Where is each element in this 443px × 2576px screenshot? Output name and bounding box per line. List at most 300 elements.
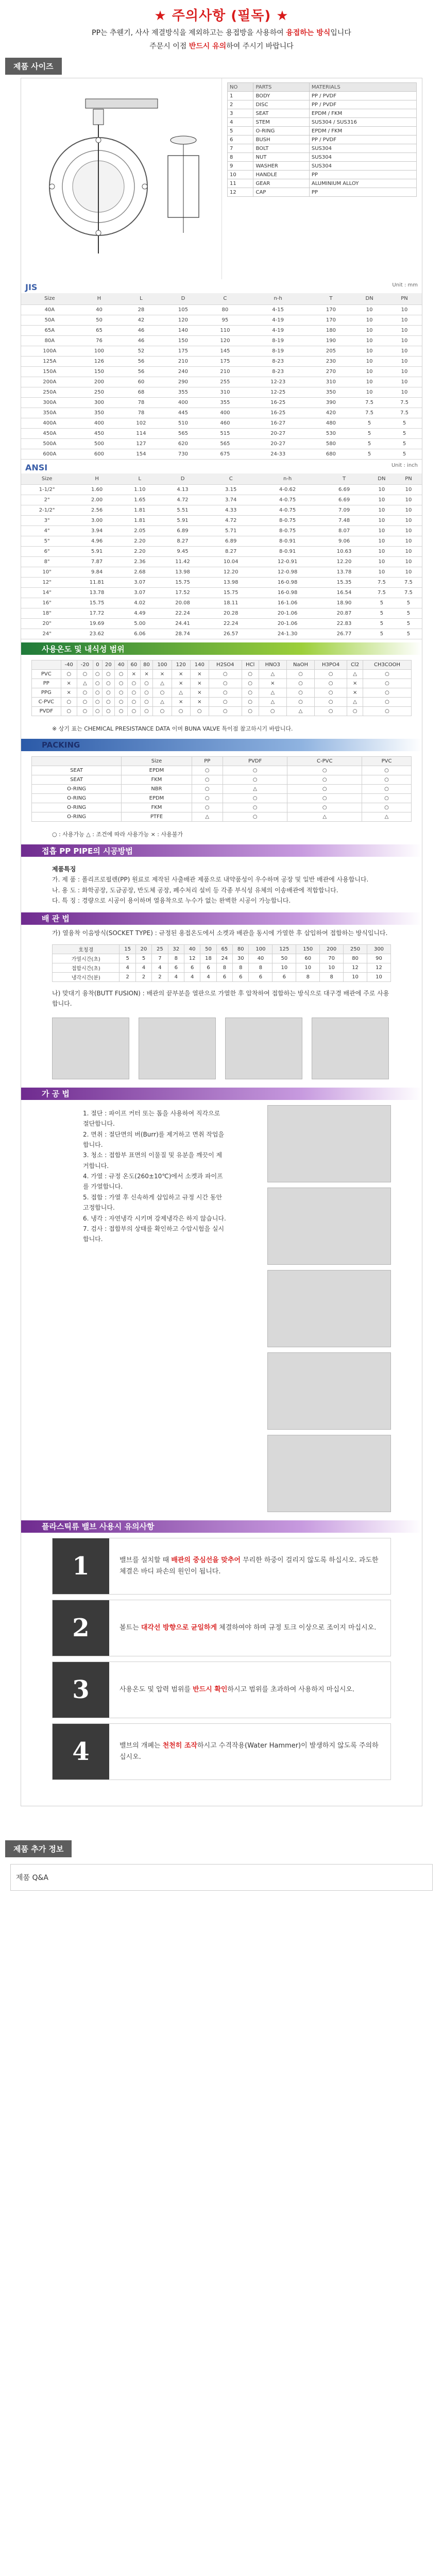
packing-cell: O-RING	[32, 794, 122, 803]
ansi-cell: 6.06	[121, 629, 159, 639]
jis-cell: 105	[162, 304, 204, 315]
notice-line-1: PP는 추웬기, 사사 제결방식을 제외하고는 용접방을 사용하여 융접하는 방식입니다	[92, 29, 351, 37]
ansi-cell: 7.48	[320, 516, 368, 526]
table-row	[21, 557, 422, 567]
jis-cell: 154	[120, 449, 162, 459]
chem-cell: ○	[314, 679, 347, 688]
packing-header: Size	[122, 757, 192, 766]
chem-cell: ×	[127, 670, 140, 679]
method-photo	[267, 1435, 391, 1512]
ansi-cell: 4.33	[207, 505, 255, 516]
chem-cell: ○	[209, 707, 242, 716]
table-row	[21, 578, 422, 588]
ansi-cell: 14"	[21, 588, 73, 598]
ansi-cell: 10	[368, 567, 395, 578]
jis-cell: 10	[387, 377, 422, 387]
jis-cell: 400	[78, 418, 120, 428]
packing-cell: ○	[362, 803, 412, 812]
welding-cell: 8	[233, 963, 249, 972]
chem-cell: ○	[287, 670, 315, 679]
jis-header: T	[310, 293, 352, 304]
packing-cell: △	[287, 812, 362, 822]
table-row	[21, 366, 422, 377]
parts-cell: BOLT	[253, 144, 309, 153]
ansi-cell: 7.5	[395, 578, 422, 588]
ansi-header: n-h	[255, 473, 320, 485]
ansi-cell: 16-1.06	[255, 598, 320, 608]
jis-cell: 350	[310, 387, 352, 397]
method-step: 1. 절단 : 파이프 커터 또는 톱을 사용하여 직각으로 절단합니다.	[83, 1109, 220, 1128]
jis-cell: 120	[162, 315, 204, 325]
chemical-section-bar: 사용온도 및 내식성 범위	[21, 642, 422, 655]
jis-cell: 150A	[21, 366, 78, 377]
packing-table	[31, 756, 412, 822]
table-row	[53, 963, 391, 972]
jis-cell: 10	[352, 304, 387, 315]
parts-cell: STEM	[253, 118, 309, 127]
jis-cell: 102	[120, 418, 162, 428]
welding-cell: 12	[367, 963, 391, 972]
table-row	[21, 335, 422, 346]
table-row	[228, 171, 417, 179]
welding-header: 200	[320, 944, 344, 954]
ansi-cell: 6.89	[159, 526, 207, 536]
ansi-cell: 13.78	[73, 588, 121, 598]
jis-cell: 450	[78, 428, 120, 438]
chem-header: HCl	[242, 660, 259, 670]
ansi-cell: 5	[395, 608, 422, 619]
jis-cell: 125A	[21, 356, 78, 366]
parts-cell: 10	[228, 171, 253, 179]
table-row	[21, 377, 422, 387]
table-row	[32, 698, 412, 707]
ansi-cell: 8-0.75	[255, 516, 320, 526]
welding-cell: 40	[249, 954, 272, 963]
ansi-cell: 20.87	[320, 608, 368, 619]
ansi-cell: 6.69	[320, 485, 368, 495]
chem-header: HNO3	[259, 660, 286, 670]
welding-cell: 90	[367, 954, 391, 963]
jis-cell: 50	[78, 315, 120, 325]
ansi-cell: 3.07	[121, 578, 159, 588]
table-row	[228, 109, 417, 118]
jis-cell: 10	[387, 325, 422, 335]
ansi-cell: 2.00	[73, 495, 121, 505]
jis-cell: 200A	[21, 377, 78, 387]
packing-cell: ○	[223, 803, 287, 812]
table-row	[32, 803, 412, 812]
packing-cell: ○	[192, 803, 223, 812]
warning-number: 2	[53, 1600, 109, 1656]
chem-cell: ○	[61, 707, 77, 716]
parts-cell: HANDLE	[253, 171, 309, 179]
chem-cell: ○	[153, 688, 172, 698]
chem-header: 100	[153, 660, 172, 670]
jis-cell: 40A	[21, 304, 78, 315]
table-row	[21, 485, 422, 495]
method-photo	[267, 1188, 391, 1265]
ansi-cell: 8.27	[159, 536, 207, 547]
jis-cell: 4-15	[246, 304, 310, 315]
ansi-cell: 10	[395, 505, 422, 516]
ansi-cell: 4.02	[121, 598, 159, 608]
chem-cell: ○	[242, 707, 259, 716]
packing-cell: ○	[287, 794, 362, 803]
ansi-cell: 13.98	[207, 578, 255, 588]
jis-cell: 210	[162, 356, 204, 366]
ansi-cell: 5.71	[207, 526, 255, 536]
ansi-cell: 2.20	[121, 547, 159, 557]
chem-cell: ○	[115, 688, 128, 698]
chem-cell: ×	[347, 679, 363, 688]
ansi-cell: 10	[395, 516, 422, 526]
notice-title: ★ 주의사항 (필독) ★	[154, 8, 289, 24]
chem-cell: ○	[127, 679, 140, 688]
chem-header: 40	[115, 660, 128, 670]
welding-cell: 6	[233, 972, 249, 981]
ansi-cell: 20-1.06	[255, 608, 320, 619]
jis-cell: 300A	[21, 397, 78, 408]
jis-header: PN	[387, 293, 422, 304]
jis-cell: 5	[387, 418, 422, 428]
chem-cell: ○	[115, 698, 128, 707]
welding-cell: 6	[249, 972, 272, 981]
jis-cell: 78	[120, 408, 162, 418]
chem-cell: ×	[172, 679, 190, 688]
ansi-cell: 22.24	[207, 619, 255, 629]
packing-cell: ○	[192, 775, 223, 785]
warning-item	[52, 1600, 391, 1656]
ansi-cell: 16"	[21, 598, 73, 608]
butt-fusion-text: 나) 맞대기 융착(BUTT FUSION) : 배관의 끝부분을 열판으로 가열한 후 압착하여 접합하는 방식으로 대구경 배관에 주로 사용합니다.	[52, 989, 389, 1008]
packing-cell: O-RING	[32, 803, 122, 812]
parts-cell: GEAR	[253, 179, 309, 188]
jis-cell: 56	[120, 366, 162, 377]
jis-cell: 250	[78, 387, 120, 397]
welding-photos	[21, 1012, 422, 1084]
jis-header: Size	[21, 293, 78, 304]
chem-cell: ○	[140, 707, 153, 716]
jis-cell: 500	[78, 438, 120, 449]
ansi-cell: 4.49	[121, 608, 159, 619]
parts-cell: SEAT	[253, 109, 309, 118]
chem-header: 140	[190, 660, 209, 670]
jis-cell: 10	[352, 346, 387, 356]
welding-cell: 접합시간(초)	[53, 963, 120, 972]
ansi-cell: 10	[368, 536, 395, 547]
jis-cell: 24-33	[246, 449, 310, 459]
jis-cell: 515	[204, 428, 246, 438]
ansi-cell: 5.91	[159, 516, 207, 526]
ansi-header: C	[207, 473, 255, 485]
pp-intro-title: 제품특징	[52, 866, 76, 873]
jis-cell: 5	[387, 428, 422, 438]
ansi-cell: 9.06	[320, 536, 368, 547]
table-row	[21, 346, 422, 356]
jis-cell: 80A	[21, 335, 78, 346]
chem-cell: ×	[61, 679, 77, 688]
ansi-cell: 8"	[21, 557, 73, 567]
chem-cell: ○	[61, 670, 77, 679]
packing-cell: ○	[287, 775, 362, 785]
table-row	[21, 397, 422, 408]
jis-cell: 50A	[21, 315, 78, 325]
jis-cell: 175	[162, 346, 204, 356]
product-qa-link[interactable]: 제품 Q&A	[10, 1864, 433, 1891]
packing-cell: ○	[362, 766, 412, 775]
packing-cell: ○	[223, 775, 287, 785]
parts-cell: O-RING	[253, 127, 309, 135]
jis-cell: 110	[204, 325, 246, 335]
chem-cell: ○	[102, 679, 115, 688]
jis-cell: 65	[78, 325, 120, 335]
chem-cell: ○	[77, 698, 93, 707]
chem-cell: ×	[140, 670, 153, 679]
table-row	[228, 188, 417, 197]
ansi-cell: 16-0.98	[255, 578, 320, 588]
ansi-cell: 20"	[21, 619, 73, 629]
jis-cell: 80	[204, 304, 246, 315]
ansi-cell: 1-1/2"	[21, 485, 73, 495]
parts-cell: 8	[228, 153, 253, 162]
chem-cell: △	[153, 679, 172, 688]
ansi-cell: 17.72	[73, 608, 121, 619]
chem-cell: ○	[242, 679, 259, 688]
parts-cell: 9	[228, 162, 253, 171]
jis-cell: 675	[204, 449, 246, 459]
jis-cell: 240	[162, 366, 204, 377]
jis-cell: 60	[120, 377, 162, 387]
jis-cell: 170	[310, 304, 352, 315]
warning-item	[52, 1538, 391, 1595]
packing-cell: EPDM	[122, 766, 192, 775]
chem-cell: ○	[153, 707, 172, 716]
chem-cell: ○	[93, 698, 103, 707]
jis-cell: 350A	[21, 408, 78, 418]
ansi-cell: 5"	[21, 536, 73, 547]
jis-cell: 5	[387, 449, 422, 459]
parts-cell: 12	[228, 188, 253, 197]
table-row	[21, 567, 422, 578]
welding-table	[52, 944, 391, 982]
chem-header: H3PO4	[314, 660, 347, 670]
ansi-cell: 2.36	[121, 557, 159, 567]
ansi-header: PN	[395, 473, 422, 485]
ansi-cell: 2"	[21, 495, 73, 505]
parts-cell: BUSH	[253, 135, 309, 144]
ansi-cell: 4.96	[73, 536, 121, 547]
chem-cell: ○	[190, 707, 209, 716]
warning-text: 밸브의 개폐는 천천히 조작하시고 수격작용(Water Hammer)이 발생하지 않도록 주의하십시오.	[120, 1741, 379, 1761]
table-row	[228, 92, 417, 100]
chem-cell: ○	[314, 688, 347, 698]
ansi-cell: 10	[395, 557, 422, 567]
jis-cell: 565	[162, 428, 204, 438]
ansi-cell: 6.69	[320, 495, 368, 505]
ansi-cell: 5	[368, 598, 395, 608]
welding-header: 15	[120, 944, 135, 954]
warning-number: 3	[53, 1662, 109, 1718]
method-step: 5. 접합 : 가열 후 신속하게 삽입하고 규정 시간 동안 고정합니다.	[83, 1193, 223, 1212]
ansi-cell: 26.57	[207, 629, 255, 639]
parts-cell: EPDM / FKM	[309, 109, 416, 118]
jis-cell: 126	[78, 356, 120, 366]
packing-cell: SEAT	[32, 766, 122, 775]
ansi-cell: 10	[395, 526, 422, 536]
jis-cell: 12-25	[246, 387, 310, 397]
table-row	[21, 495, 422, 505]
chem-header: 120	[172, 660, 190, 670]
welding-cell: 8	[216, 963, 232, 972]
ansi-title: ANSI Unit : inch	[25, 462, 418, 472]
parts-cell: EPDM / FKM	[309, 127, 416, 135]
jis-cell: 140	[162, 325, 204, 335]
ansi-cell: 4.13	[159, 485, 207, 495]
chem-cell: ○	[242, 670, 259, 679]
jis-cell: 730	[162, 449, 204, 459]
ansi-cell: 4-0.75	[255, 505, 320, 516]
jis-cell: 114	[120, 428, 162, 438]
ansi-cell: 12-0.98	[255, 567, 320, 578]
table-row	[228, 127, 417, 135]
chem-cell: ×	[190, 698, 209, 707]
ansi-cell: 1.60	[73, 485, 121, 495]
jis-cell: 270	[310, 366, 352, 377]
jis-cell: 5	[387, 438, 422, 449]
packing-cell: △	[362, 812, 412, 822]
welding-cell: 10	[344, 972, 367, 981]
ansi-cell: 22.24	[159, 608, 207, 619]
jis-cell: 16-27	[246, 418, 310, 428]
parts-table-wrap	[222, 78, 422, 279]
chem-cell: ×	[190, 688, 209, 698]
jis-cell: 76	[78, 335, 120, 346]
jis-cell: 10	[352, 325, 387, 335]
welding-header: 80	[233, 944, 249, 954]
chem-header: -20	[77, 660, 93, 670]
ansi-cell: 15.75	[207, 588, 255, 598]
table-row	[32, 688, 412, 698]
jis-cell: 620	[162, 438, 204, 449]
parts-cell: SUS304	[309, 153, 416, 162]
table-row	[32, 812, 412, 822]
jis-cell: 510	[162, 418, 204, 428]
ansi-cell: 24.41	[159, 619, 207, 629]
jis-cell: 42	[120, 315, 162, 325]
pp-para-2: 나. 용 도 : 화학공장, 도금공장, 반도체 공장, 폐수처리 설비 등 각종 부식성 유체의 이송배관에 적합합니다.	[52, 886, 338, 894]
chem-cell: ○	[77, 707, 93, 716]
jis-cell: 8-19	[246, 346, 310, 356]
welding-header: 65	[216, 944, 232, 954]
ansi-cell: 8.07	[320, 526, 368, 536]
parts-cell: PP / PVDF	[309, 92, 416, 100]
ansi-cell: 10	[368, 557, 395, 567]
ansi-header: H	[73, 473, 121, 485]
chem-cell: ○	[93, 707, 103, 716]
welding-photo	[225, 1018, 302, 1079]
jis-cell: 290	[162, 377, 204, 387]
table-row	[228, 179, 417, 188]
chem-header: H2SO4	[209, 660, 242, 670]
ansi-cell: 19.69	[73, 619, 121, 629]
table-row	[228, 162, 417, 171]
ansi-cell: 16-0.98	[255, 588, 320, 598]
ansi-cell: 10.63	[320, 547, 368, 557]
welding-cell: 50	[272, 954, 296, 963]
jis-cell: 10	[387, 304, 422, 315]
chem-cell: ○	[140, 688, 153, 698]
ansi-cell: 7.5	[368, 578, 395, 588]
jis-cell: 10	[352, 366, 387, 377]
chem-cell: ○	[140, 698, 153, 707]
welding-header: 100	[249, 944, 272, 954]
welding-header: 32	[168, 944, 184, 954]
pp-pipe-section-bar: 접흡 PP PIPE의 시공방법	[21, 844, 422, 857]
warning-list	[21, 1538, 422, 1780]
jis-header: n-h	[246, 293, 310, 304]
parts-cell: 7	[228, 144, 253, 153]
jis-cell: 100A	[21, 346, 78, 356]
ansi-cell: 6"	[21, 547, 73, 557]
ansi-cell: 13.98	[159, 567, 207, 578]
parts-cell: PP / PVDF	[309, 100, 416, 109]
chem-cell: △	[259, 688, 286, 698]
chem-header: CH3COOH	[363, 660, 412, 670]
packing-cell: ○	[192, 766, 223, 775]
jis-cell: 46	[120, 325, 162, 335]
table-row	[228, 135, 417, 144]
welding-cell: 5	[120, 954, 135, 963]
jis-cell: 100	[78, 346, 120, 356]
notice-line-2: 주문시 이점 반드시 유의하여 주시기 바랍니다	[149, 42, 294, 50]
ansi-cell: 18.90	[320, 598, 368, 608]
jis-cell: 8-23	[246, 366, 310, 377]
ansi-cell: 1.81	[121, 516, 159, 526]
ansi-cell: 7.5	[368, 588, 395, 598]
section-extra-info: 제품 추가 정보	[0, 1837, 443, 1861]
packing-header	[32, 757, 122, 766]
ansi-cell: 10.04	[207, 557, 255, 567]
method-photo	[267, 1105, 391, 1182]
ansi-cell: 10	[395, 536, 422, 547]
jis-cell: 450A	[21, 428, 78, 438]
chem-cell: PVC	[32, 670, 61, 679]
jis-cell: 8-19	[246, 335, 310, 346]
chem-header: -40	[61, 660, 77, 670]
warning-number: 1	[53, 1538, 109, 1594]
ansi-header: D	[159, 473, 207, 485]
jis-cell: 4-19	[246, 315, 310, 325]
ansi-cell: 3.07	[121, 588, 159, 598]
chem-header: Cl2	[347, 660, 363, 670]
chem-cell: ○	[127, 707, 140, 716]
chem-cell: ×	[172, 698, 190, 707]
welding-photo	[312, 1018, 389, 1079]
warning-section-bar: 플라스틱류 밸브 사용시 유의사항	[21, 1520, 422, 1533]
packing-cell: ○	[287, 803, 362, 812]
ansi-cell: 10	[395, 495, 422, 505]
welding-header: 25	[152, 944, 168, 954]
jis-cell: 10	[387, 356, 422, 366]
jis-header: L	[120, 293, 162, 304]
chem-cell: ×	[61, 688, 77, 698]
table-row	[21, 608, 422, 619]
jis-cell: 420	[310, 408, 352, 418]
jis-cell: 480	[310, 418, 352, 428]
ansi-cell: 24"	[21, 629, 73, 639]
chem-cell: ○	[287, 688, 315, 698]
chem-cell: ○	[363, 679, 412, 688]
